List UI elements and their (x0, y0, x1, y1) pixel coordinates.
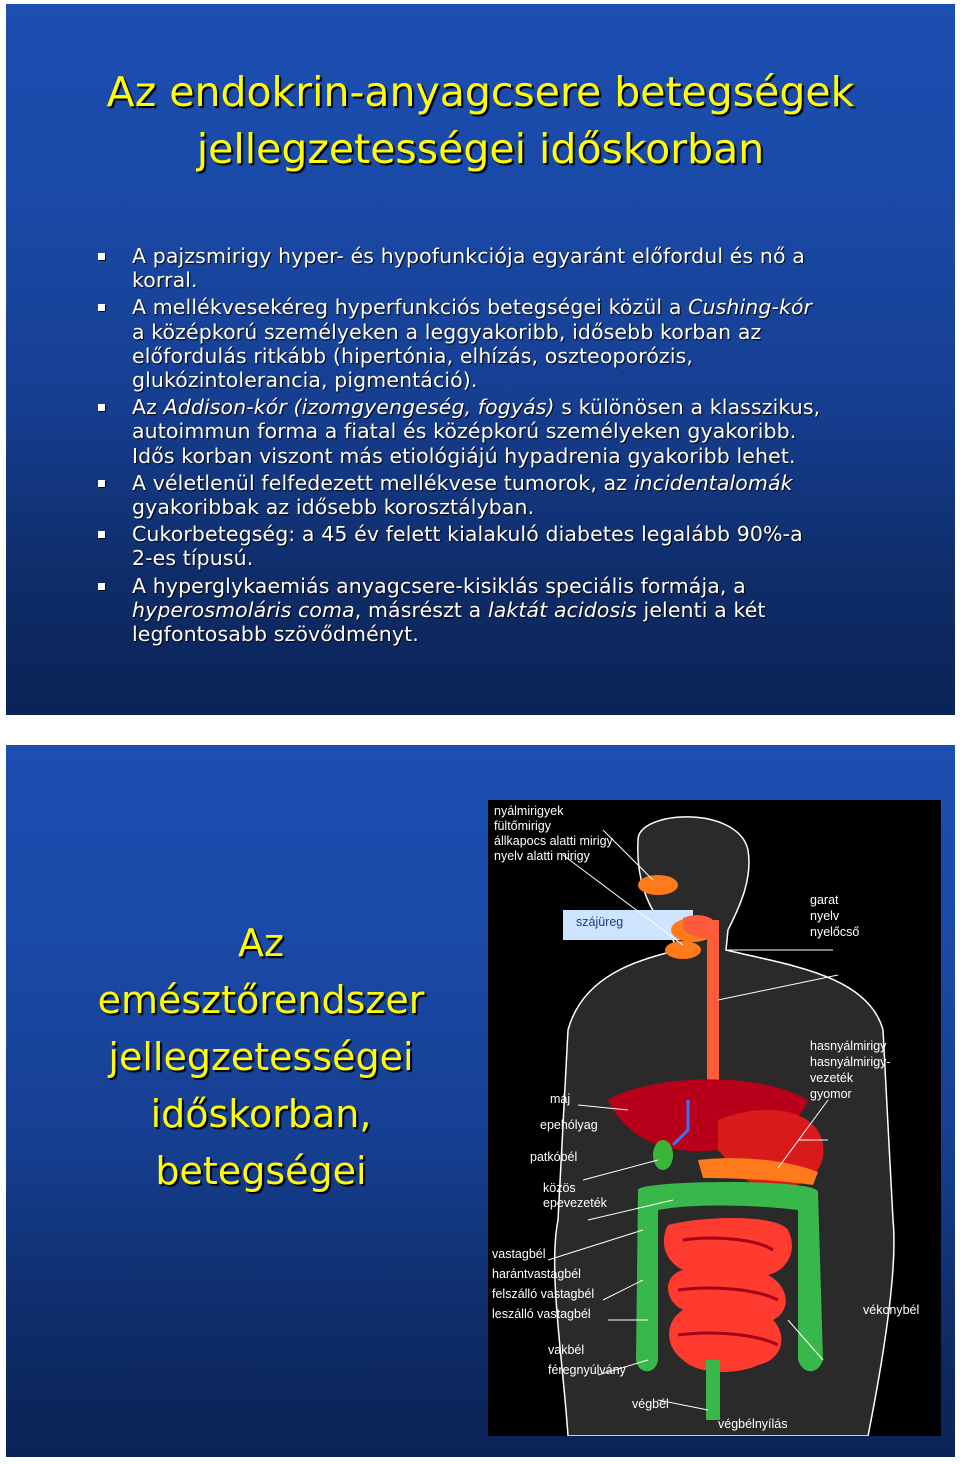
title-line: időskorban, (150, 1092, 372, 1136)
bullet-item (94, 395, 944, 468)
bullet-square-icon (98, 304, 105, 311)
bullet-text: glukózintolerancia, pigmentáció). (132, 368, 478, 393)
bullet-square-icon (98, 404, 105, 411)
italic-term: incidentalomák (633, 470, 793, 495)
bullet-text: korral. (132, 268, 198, 293)
bullet-square-icon (98, 583, 105, 590)
label-pharynx-group: garat nyelv nyelőcső (810, 893, 860, 939)
bullet-text: autoimmun forma a fiatal és középkorú személyeken gyakoribb. (132, 419, 797, 444)
bullet-text: A pajzsmirigy hyper- és hypofunkciója egyaránt előfordul és nő a (132, 244, 805, 268)
bullet-text: Idős korban viszont más etiológiájú hypadrenia gyakoribb lehet. (132, 443, 796, 468)
italic-term: Cushing-kór (688, 295, 813, 320)
bullet-item (94, 574, 944, 647)
label-salivary-glands: nyálmirigyek fültőmirigy állkapocs alatti mirigy nyelv alatti mirigy (494, 804, 613, 863)
bullet-item (94, 471, 944, 519)
title-line: betegségei (155, 1149, 367, 1193)
label-small-intestine: vékonybél (863, 1303, 920, 1317)
bullet-text: A véletlenül felfedezett mellékvese tumorok, az incidentalomák (132, 470, 793, 495)
label-liver: máj (550, 1092, 571, 1106)
bullet-square-icon (98, 253, 105, 260)
slide-digestive (6, 745, 955, 1457)
label-rectum: végbél (632, 1397, 669, 1411)
label-colon-group: vastagbél harántvastagbél felszálló vastagbél leszálló vastagbél (492, 1247, 595, 1321)
bullet-text: hyperosmoláris coma, másrészt a laktát acidosis jelenti a két (132, 597, 766, 622)
bullet-text: A hyperglykaemiás anyagcsere-kisiklás speciális formája, a (132, 573, 746, 598)
title-line: Az endokrin-anyagcsere betegségek (106, 68, 855, 116)
slide-title (6, 64, 955, 178)
label-duodenum: patkóbél (530, 1150, 578, 1164)
bullet-text: a középkorú személyeken a leggyakoribb, idősebb korban az (132, 319, 762, 344)
bullet-item (94, 295, 944, 392)
bullet-text: Cukorbetegség: a 45 év felett kialakuló diabetes legalább 90%-a (132, 522, 803, 547)
bullet-list (94, 244, 944, 649)
label-anus: végbélnyílás (718, 1417, 788, 1431)
italic-term: laktát acidosis (487, 597, 637, 622)
label-bile-duct: közös epevezeték (543, 1181, 607, 1210)
title-line: emésztőrendszer (97, 978, 425, 1022)
title-line: jellegzetességei időskorban (196, 125, 765, 173)
slide-endocrine (6, 4, 955, 715)
italic-term: Addison-kór (izomgyengeség, fogyás) (163, 395, 555, 420)
title-line: Az (238, 921, 284, 965)
bullet-square-icon (98, 531, 105, 538)
bullet-text: Az Addison-kór (izomgyengeség, fogyás) s különösen a klasszikus, (132, 395, 821, 420)
bullet-item (94, 244, 944, 292)
bullet-square-icon (98, 480, 105, 487)
title-line: jellegzetességei (108, 1035, 414, 1079)
bullet-text: gyakoribbak az idősebb korosztályban. (132, 495, 535, 520)
bullet-text: 2-es típusú. (132, 546, 254, 571)
label-mouth: szájüreg (573, 915, 626, 930)
slide-title (6, 915, 516, 1200)
digestive-system-diagram (488, 800, 941, 1436)
bullet-text: legfontosabb szövődményt. (132, 622, 419, 647)
label-appendix-group: vakbél féregnyúlvány (548, 1343, 626, 1377)
bullet-text: A mellékvesekéreg hyperfunkciós betegségei közül a Cushing-kór (132, 295, 813, 320)
label-gallbladder: epehólyag (540, 1118, 598, 1132)
label-pancreas-group: hasnyálmirigy hasnyálmirigy- vezeték gyomor (810, 1039, 891, 1101)
bullet-text: előfordulás ritkább (hipertónia, elhízás, oszteoporózis, (132, 343, 694, 368)
bullet-item (94, 522, 944, 570)
italic-term: hyperosmoláris coma (132, 597, 355, 622)
